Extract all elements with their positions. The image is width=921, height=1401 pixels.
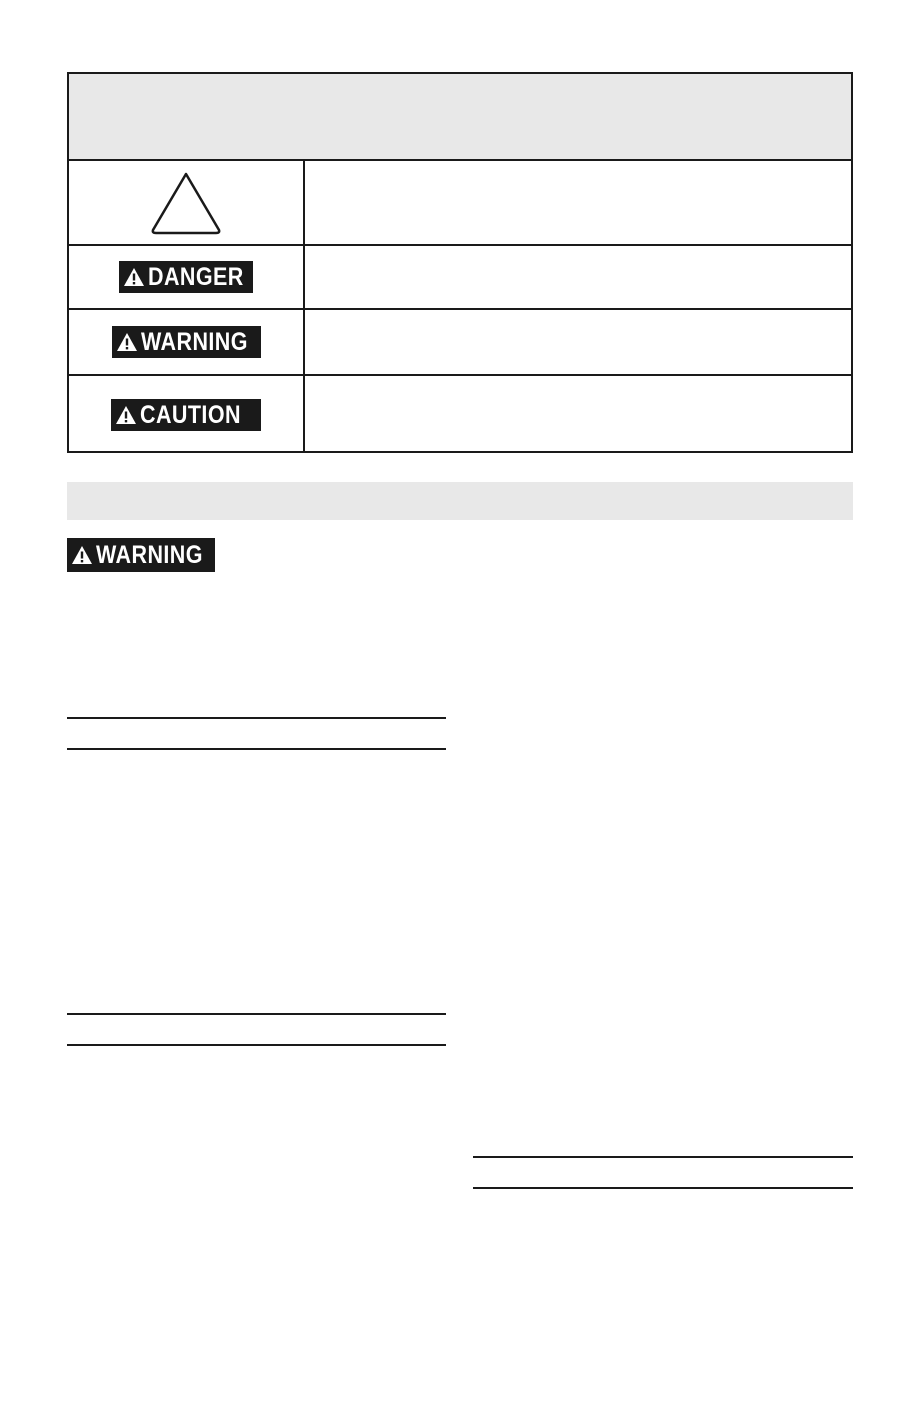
subsection-rule-bottom — [67, 1044, 446, 1046]
caution-label — [111, 399, 261, 431]
exclamation-triangle-icon — [116, 332, 138, 352]
description-cell — [305, 161, 851, 244]
warning-label — [112, 326, 261, 358]
safety-alert-triangle-icon — [146, 168, 226, 238]
description-cell — [305, 310, 851, 374]
table-header — [69, 74, 851, 161]
exclamation-triangle-icon — [71, 545, 93, 565]
symbol-cell — [69, 161, 303, 244]
exclamation-triangle-icon — [115, 405, 137, 425]
safety-symbols-table — [67, 72, 853, 453]
warning-notice-text: WARNING — [96, 541, 203, 569]
symbol-cell — [69, 310, 303, 374]
caution-text: CAUTION — [140, 400, 241, 429]
exclamation-triangle-icon — [123, 267, 145, 287]
subsection-rule-bottom — [67, 748, 446, 750]
subsection-rule-top — [473, 1156, 853, 1158]
danger-label — [119, 261, 253, 293]
warning-text: WARNING — [140, 328, 248, 356]
danger-text: DANGER — [148, 263, 244, 291]
subsection-rule-bottom — [473, 1187, 853, 1189]
table-row-caution — [69, 376, 851, 453]
warning-notice-label — [67, 538, 215, 572]
symbol-cell — [69, 246, 303, 308]
table-row-safety-alert — [69, 161, 851, 246]
table-row-danger — [69, 246, 851, 310]
description-cell — [305, 376, 851, 453]
subsection-rule-top — [67, 717, 446, 719]
symbol-cell — [69, 376, 303, 453]
table-row-warning — [69, 310, 851, 376]
subsection-rule-top — [67, 1013, 446, 1015]
section-heading-band — [67, 482, 853, 520]
description-cell — [305, 246, 851, 308]
